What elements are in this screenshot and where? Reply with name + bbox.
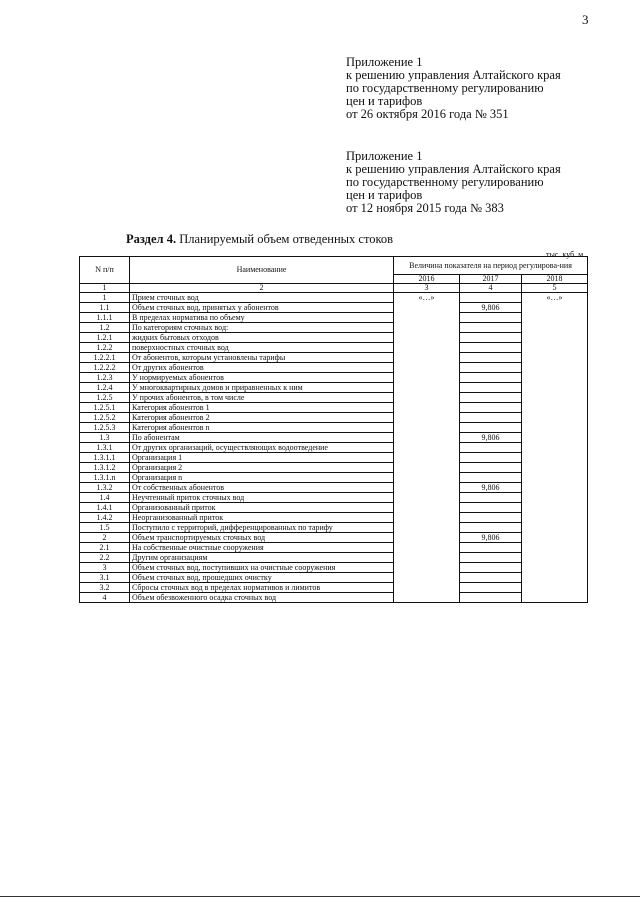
value-2016 bbox=[394, 313, 460, 323]
appendix-block-2 bbox=[346, 150, 561, 215]
value-2016 bbox=[394, 573, 460, 583]
row-number: 1.2.5.2 bbox=[80, 413, 130, 423]
value-2018 bbox=[522, 393, 588, 403]
col-num-1: 1 bbox=[80, 284, 130, 293]
table-body bbox=[80, 293, 588, 603]
value-2018 bbox=[522, 433, 588, 443]
row-number: 3 bbox=[80, 563, 130, 573]
value-2018 bbox=[522, 383, 588, 393]
value-2017: 9,806 bbox=[460, 533, 522, 543]
table-row bbox=[80, 343, 588, 353]
row-name: Организация 2 bbox=[130, 463, 394, 473]
header-period: Величина показателя на период регулирова-ния bbox=[394, 257, 588, 275]
table-row bbox=[80, 443, 588, 453]
value-2016 bbox=[394, 533, 460, 543]
table-row bbox=[80, 403, 588, 413]
page-bottom-rule bbox=[0, 896, 640, 897]
row-name: От других организаций, осуществляющих водоотведение bbox=[130, 443, 394, 453]
value-2018 bbox=[522, 313, 588, 323]
row-number: 2.1 bbox=[80, 543, 130, 553]
col-num-5: 5 bbox=[522, 284, 588, 293]
value-2017 bbox=[460, 593, 522, 603]
value-2017 bbox=[460, 573, 522, 583]
table-row bbox=[80, 573, 588, 583]
value-2016 bbox=[394, 303, 460, 313]
row-number: 1.5 bbox=[80, 523, 130, 533]
value-2016 bbox=[394, 463, 460, 473]
value-2016 bbox=[394, 583, 460, 593]
header-name: Наименование bbox=[130, 257, 394, 284]
value-2016 bbox=[394, 433, 460, 443]
value-2017: 9,806 bbox=[460, 483, 522, 493]
table-row bbox=[80, 303, 588, 313]
table-row bbox=[80, 553, 588, 563]
row-name: Объем обезвоженного осадка сточных вод bbox=[130, 593, 394, 603]
appendix-line: от 26 октября 2016 года № 351 bbox=[346, 107, 509, 121]
value-2017 bbox=[460, 373, 522, 383]
row-name: Организованный приток bbox=[130, 503, 394, 513]
value-2016 bbox=[394, 493, 460, 503]
appendix-line: к решению управления Алтайского края bbox=[346, 162, 561, 176]
col-num-2: 2 bbox=[130, 284, 394, 293]
appendix-line: к решению управления Алтайского края bbox=[346, 68, 561, 82]
row-name: От абонентов, которым установлены тарифы bbox=[130, 353, 394, 363]
table-row bbox=[80, 583, 588, 593]
row-name: У прочих абонентов, в том числе bbox=[130, 393, 394, 403]
row-name: Категория абонентов 1 bbox=[130, 403, 394, 413]
header-year-2017: 2017 bbox=[460, 275, 522, 284]
row-name: От собственных абонентов bbox=[130, 483, 394, 493]
table-row bbox=[80, 333, 588, 343]
value-2016 bbox=[394, 423, 460, 433]
row-name: поверхностных сточных вод bbox=[130, 343, 394, 353]
value-2018 bbox=[522, 373, 588, 383]
row-name: Поступило с территорий, дифференцированных по тарифу bbox=[130, 523, 394, 533]
table-row bbox=[80, 483, 588, 493]
row-number: 1.3.1 bbox=[80, 443, 130, 453]
value-2016 bbox=[394, 563, 460, 573]
table-row bbox=[80, 293, 588, 303]
row-number: 1.4 bbox=[80, 493, 130, 503]
value-2017 bbox=[460, 543, 522, 553]
row-number: 1.2.2 bbox=[80, 343, 130, 353]
value-2018 bbox=[522, 493, 588, 503]
value-2017 bbox=[460, 393, 522, 403]
planned-volume-table bbox=[79, 256, 588, 603]
table-row bbox=[80, 473, 588, 483]
row-name: Объем сточных вод, принятых у абонентов bbox=[130, 303, 394, 313]
row-number: 1.1.1 bbox=[80, 313, 130, 323]
row-number: 1.4.2 bbox=[80, 513, 130, 523]
table-row bbox=[80, 463, 588, 473]
table-row bbox=[80, 413, 588, 423]
value-2016 bbox=[394, 453, 460, 463]
value-2016 bbox=[394, 403, 460, 413]
row-name: Сбросы сточных вод в пределах нормативов и лимитов bbox=[130, 583, 394, 593]
row-number: 3.1 bbox=[80, 573, 130, 583]
units-label: тыс. куб. м bbox=[546, 250, 584, 259]
value-2017 bbox=[460, 453, 522, 463]
value-2017 bbox=[460, 353, 522, 363]
header-year-2018: 2018 bbox=[522, 275, 588, 284]
table-row bbox=[80, 453, 588, 463]
row-name: Неорганизованный приток bbox=[130, 513, 394, 523]
value-2017: 9,806 bbox=[460, 303, 522, 313]
value-2018 bbox=[522, 573, 588, 583]
table-row bbox=[80, 563, 588, 573]
table-row bbox=[80, 533, 588, 543]
value-2018 bbox=[522, 593, 588, 603]
value-2016 bbox=[394, 503, 460, 513]
row-number: 1.3.1.n bbox=[80, 473, 130, 483]
row-name: Неучтенный приток сточных вод bbox=[130, 493, 394, 503]
value-2017 bbox=[460, 553, 522, 563]
row-name: У нормируемых абонентов bbox=[130, 373, 394, 383]
row-name: Организация n bbox=[130, 473, 394, 483]
value-2016 bbox=[394, 323, 460, 333]
value-2017: 9,806 bbox=[460, 433, 522, 443]
value-2017 bbox=[460, 403, 522, 413]
row-number: 2.2 bbox=[80, 553, 130, 563]
row-name: Прием сточных вод bbox=[130, 293, 394, 303]
row-name: жидких бытовых отходов bbox=[130, 333, 394, 343]
row-name: По категориям сточных вод: bbox=[130, 323, 394, 333]
value-2017 bbox=[460, 313, 522, 323]
section-heading: Планируемый объем отведенных стоков bbox=[179, 232, 394, 246]
section-title bbox=[126, 232, 393, 247]
value-2017 bbox=[460, 333, 522, 343]
appendix-line: от 12 ноября 2015 года № 383 bbox=[346, 201, 504, 215]
value-2016 bbox=[394, 343, 460, 353]
value-2017 bbox=[460, 493, 522, 503]
row-number: 1.3.1.2 bbox=[80, 463, 130, 473]
row-number: 1.2.4 bbox=[80, 383, 130, 393]
value-2018 bbox=[522, 463, 588, 473]
appendix-line: цен и тарифов bbox=[346, 188, 423, 202]
value-2017 bbox=[460, 423, 522, 433]
row-name: Другим организациям bbox=[130, 553, 394, 563]
value-2018 bbox=[522, 413, 588, 423]
value-2018 bbox=[522, 503, 588, 513]
row-name: Категория абонентов 2 bbox=[130, 413, 394, 423]
value-2016 bbox=[394, 513, 460, 523]
value-2017 bbox=[460, 583, 522, 593]
value-2017 bbox=[460, 293, 522, 303]
value-2018 bbox=[522, 323, 588, 333]
value-2017 bbox=[460, 443, 522, 453]
value-2017 bbox=[460, 413, 522, 423]
value-2018 bbox=[522, 543, 588, 553]
value-2017 bbox=[460, 343, 522, 353]
row-number: 3.2 bbox=[80, 583, 130, 593]
row-number: 1.2.1 bbox=[80, 333, 130, 343]
row-name: Категория абонентов n bbox=[130, 423, 394, 433]
appendix-line: цен и тарифов bbox=[346, 94, 423, 108]
value-2018 bbox=[522, 453, 588, 463]
row-name: От других абонентов bbox=[130, 363, 394, 373]
value-2016 bbox=[394, 363, 460, 373]
appendix-line: Приложение 1 bbox=[346, 55, 423, 69]
row-number: 1.3.1.1 bbox=[80, 453, 130, 463]
value-2017 bbox=[460, 473, 522, 483]
row-number: 1.3 bbox=[80, 433, 130, 443]
appendix-line: по государственному регулированию bbox=[346, 81, 544, 95]
value-2018 bbox=[522, 353, 588, 363]
value-2016: «…» bbox=[394, 293, 460, 303]
table-row bbox=[80, 393, 588, 403]
row-number: 1.1 bbox=[80, 303, 130, 313]
row-name: В пределах норматива по объему bbox=[130, 313, 394, 323]
page-number: 3 bbox=[582, 12, 589, 27]
appendix-line: Приложение 1 bbox=[346, 149, 423, 163]
value-2018 bbox=[522, 553, 588, 563]
value-2016 bbox=[394, 383, 460, 393]
value-2016 bbox=[394, 483, 460, 493]
row-number: 2 bbox=[80, 533, 130, 543]
table-row bbox=[80, 373, 588, 383]
row-name: Объем сточных вод, прошедших очистку bbox=[130, 573, 394, 583]
row-name: Объем сточных вод, поступивших на очистные сооружения bbox=[130, 563, 394, 573]
row-number: 1.2.5 bbox=[80, 393, 130, 403]
row-number: 1.3.2 bbox=[80, 483, 130, 493]
row-number: 1.2.2.2 bbox=[80, 363, 130, 373]
row-name: У многоквартирных домов и приравненных к ним bbox=[130, 383, 394, 393]
row-number: 1.2.3 bbox=[80, 373, 130, 383]
table-row bbox=[80, 593, 588, 603]
value-2018 bbox=[522, 583, 588, 593]
col-num-3: 3 bbox=[394, 284, 460, 293]
value-2017 bbox=[460, 383, 522, 393]
table-row bbox=[80, 353, 588, 363]
value-2016 bbox=[394, 543, 460, 553]
header-year-2016: 2016 bbox=[394, 275, 460, 284]
row-number: 1.4.1 bbox=[80, 503, 130, 513]
value-2016 bbox=[394, 353, 460, 363]
row-number: 1.2.5.1 bbox=[80, 403, 130, 413]
value-2017 bbox=[460, 523, 522, 533]
value-2018 bbox=[522, 473, 588, 483]
row-name: На собственные очистные сооружения bbox=[130, 543, 394, 553]
table-row bbox=[80, 543, 588, 553]
col-num-4: 4 bbox=[460, 284, 522, 293]
value-2016 bbox=[394, 593, 460, 603]
value-2017 bbox=[460, 363, 522, 373]
value-2017 bbox=[460, 323, 522, 333]
appendix-block-1 bbox=[346, 56, 561, 121]
value-2016 bbox=[394, 333, 460, 343]
value-2017 bbox=[460, 463, 522, 473]
value-2018 bbox=[522, 523, 588, 533]
value-2018 bbox=[522, 443, 588, 453]
value-2018 bbox=[522, 533, 588, 543]
value-2018 bbox=[522, 343, 588, 353]
row-number: 1.2 bbox=[80, 323, 130, 333]
section-label: Раздел 4. bbox=[126, 232, 177, 246]
value-2016 bbox=[394, 523, 460, 533]
table-row bbox=[80, 313, 588, 323]
row-number: 4 bbox=[80, 593, 130, 603]
value-2016 bbox=[394, 413, 460, 423]
value-2018 bbox=[522, 363, 588, 373]
value-2016 bbox=[394, 393, 460, 403]
value-2018: «…» bbox=[522, 293, 588, 303]
row-number: 1.2.5.3 bbox=[80, 423, 130, 433]
table-row bbox=[80, 523, 588, 533]
table-row bbox=[80, 503, 588, 513]
row-number: 1.2.2.1 bbox=[80, 353, 130, 363]
table-row bbox=[80, 423, 588, 433]
table-row bbox=[80, 493, 588, 503]
value-2018 bbox=[522, 403, 588, 413]
table-row bbox=[80, 433, 588, 443]
row-name: Организация 1 bbox=[130, 453, 394, 463]
value-2018 bbox=[522, 513, 588, 523]
value-2018 bbox=[522, 333, 588, 343]
row-name: По абонентам bbox=[130, 433, 394, 443]
value-2017 bbox=[460, 563, 522, 573]
value-2016 bbox=[394, 373, 460, 383]
table-row bbox=[80, 383, 588, 393]
value-2018 bbox=[522, 483, 588, 493]
value-2016 bbox=[394, 443, 460, 453]
row-name: Объем транспортируемых сточных вод bbox=[130, 533, 394, 543]
table-row bbox=[80, 323, 588, 333]
appendix-line: по государственному регулированию bbox=[346, 175, 544, 189]
value-2018 bbox=[522, 303, 588, 313]
header-num: N п/п bbox=[80, 257, 130, 284]
value-2018 bbox=[522, 423, 588, 433]
value-2016 bbox=[394, 473, 460, 483]
value-2017 bbox=[460, 503, 522, 513]
table-row bbox=[80, 363, 588, 373]
value-2018 bbox=[522, 563, 588, 573]
table-row bbox=[80, 513, 588, 523]
value-2016 bbox=[394, 553, 460, 563]
value-2017 bbox=[460, 513, 522, 523]
row-number: 1 bbox=[80, 293, 130, 303]
